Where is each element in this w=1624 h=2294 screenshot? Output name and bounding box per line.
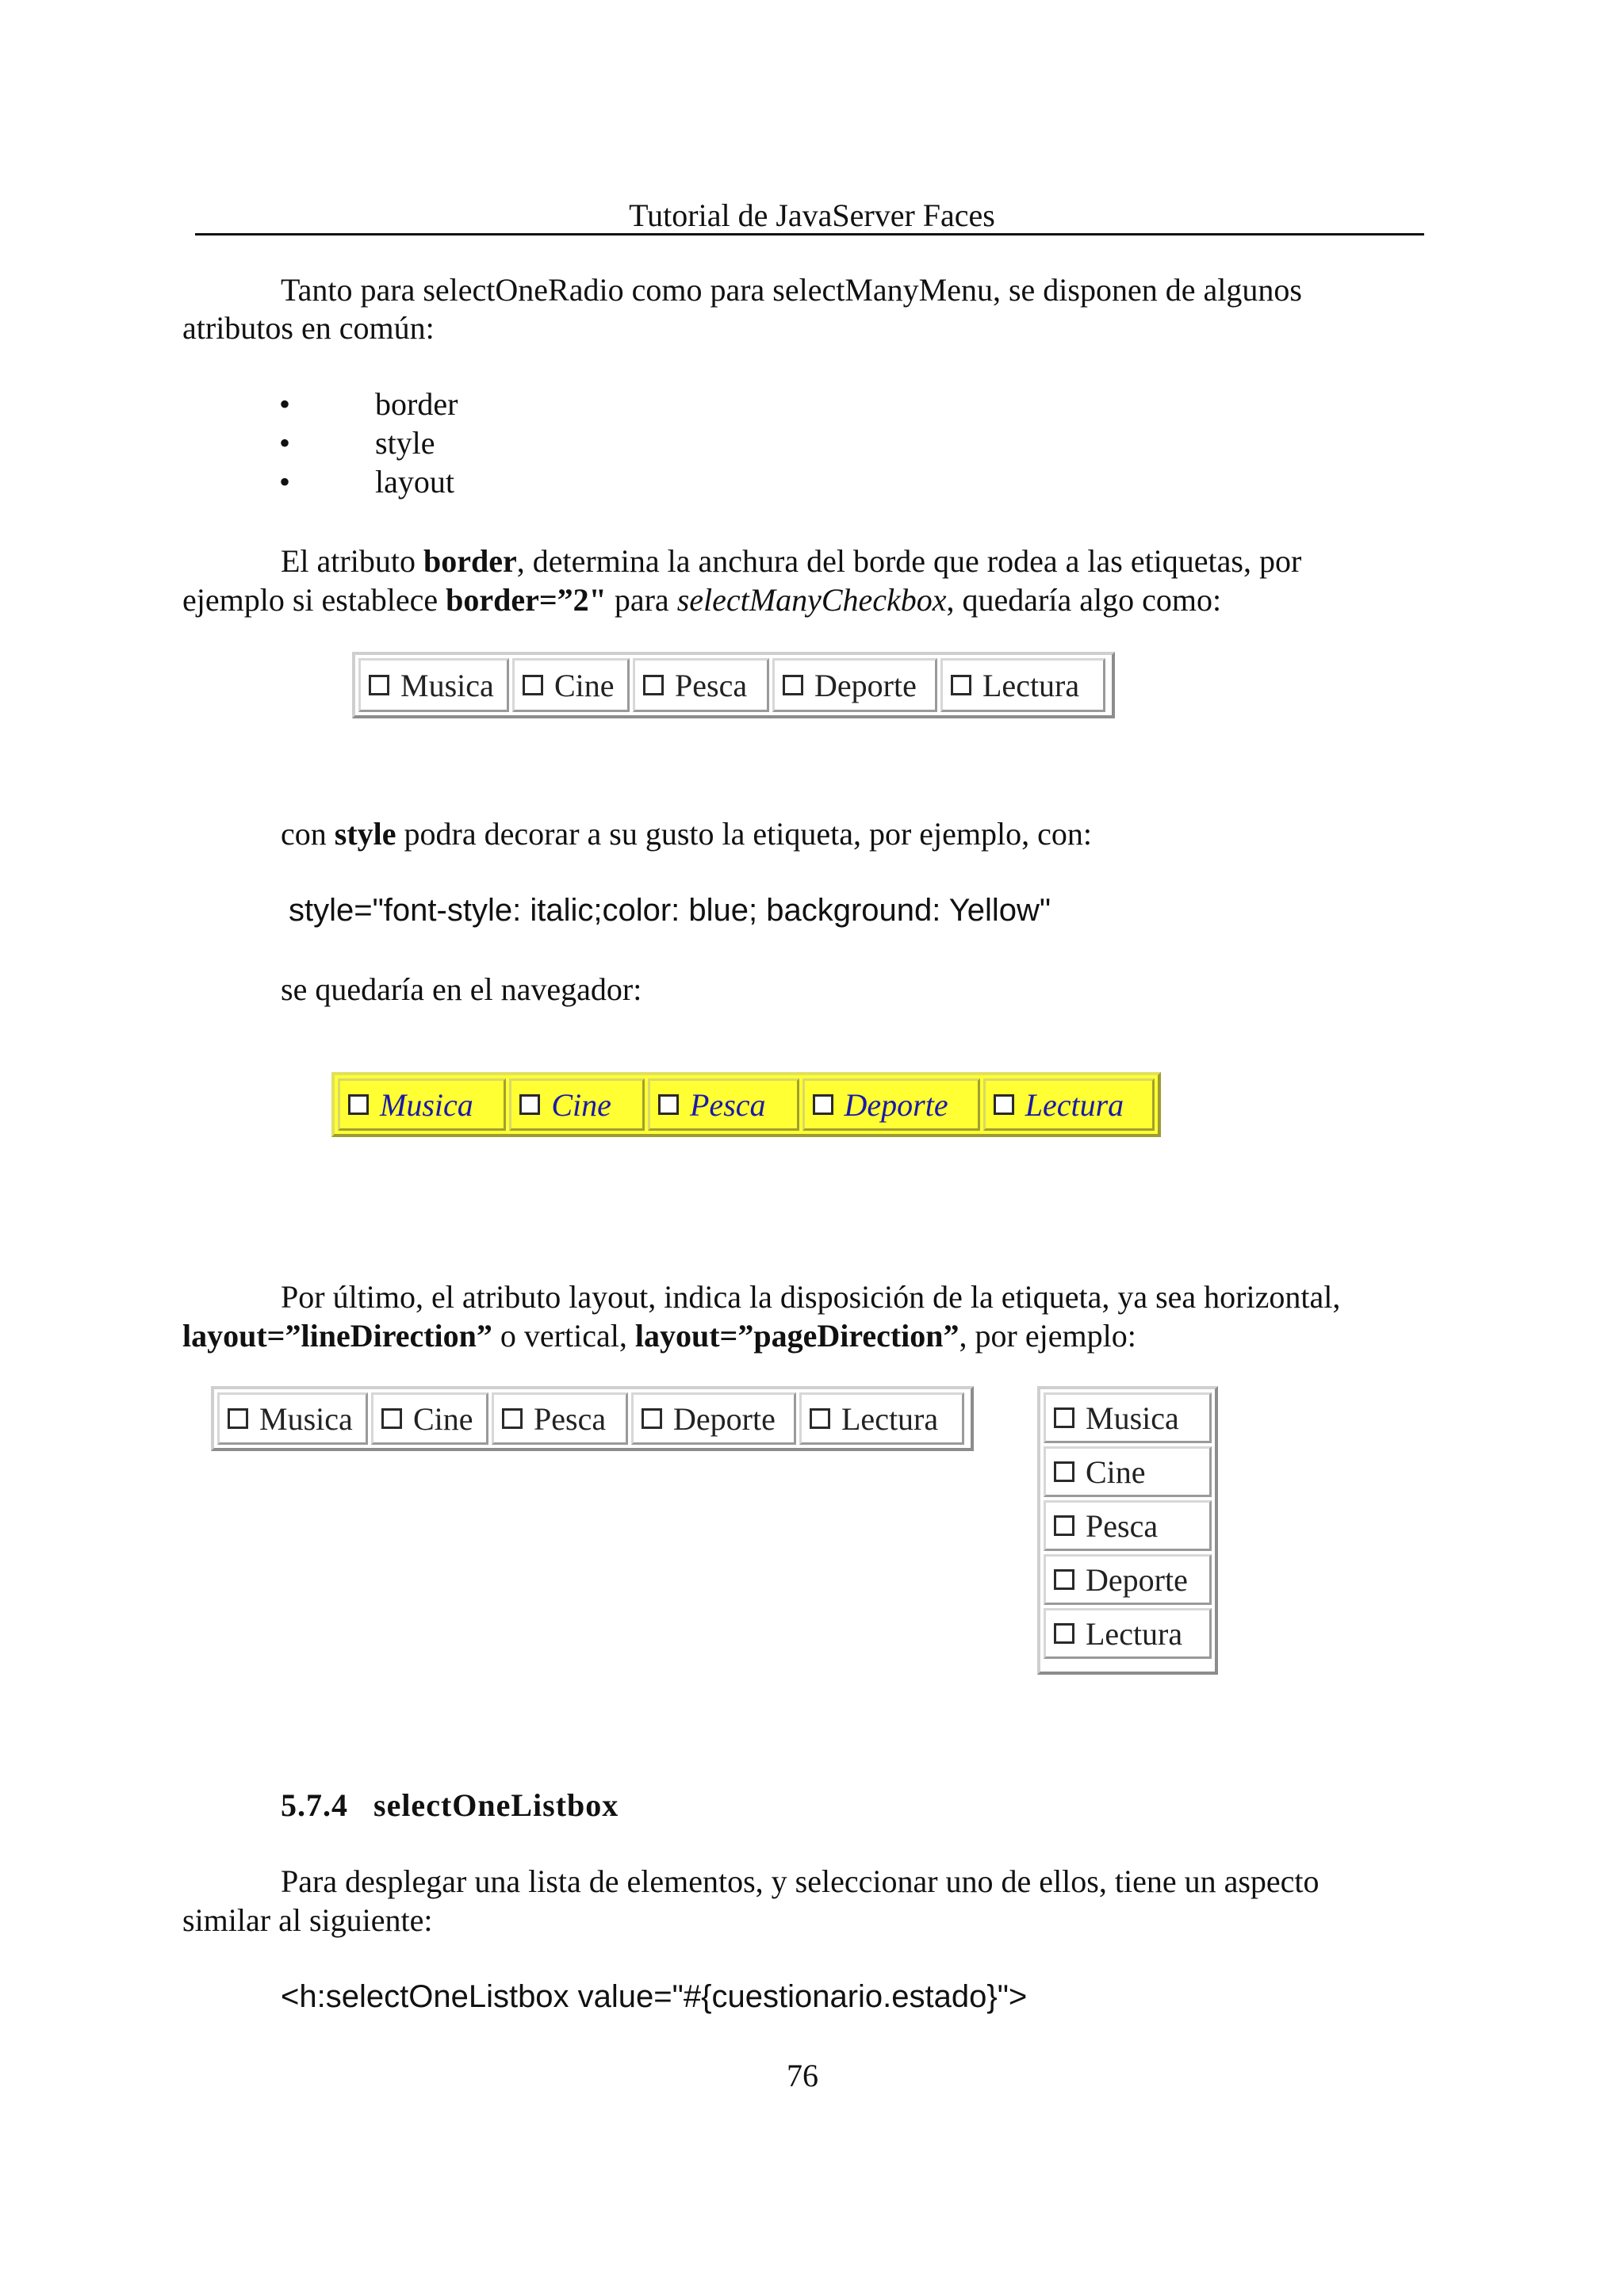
checkbox-icon[interactable] xyxy=(348,1094,369,1115)
text: o vertical, xyxy=(492,1318,635,1354)
checkbox-option[interactable] xyxy=(633,658,769,712)
checkbox-icon[interactable] xyxy=(951,675,971,695)
checkbox-group-vertical-example xyxy=(1037,1386,1218,1675)
section-number: 5.7.4 xyxy=(281,1787,348,1823)
listbox-para-line-2: similar al siguiente: xyxy=(182,1902,433,1938)
checkbox-label: Cine xyxy=(1086,1453,1146,1490)
intro-line-2: atributos en común: xyxy=(182,310,435,346)
checkbox-option[interactable] xyxy=(983,1078,1155,1131)
checkbox-icon[interactable] xyxy=(810,1408,830,1429)
checkbox-icon[interactable] xyxy=(519,1094,540,1115)
checkbox-icon[interactable] xyxy=(783,675,803,695)
checkbox-option[interactable] xyxy=(509,1078,645,1131)
keyword-linedirection: layout=”lineDirection” xyxy=(182,1318,492,1354)
list-item-style: style xyxy=(375,425,435,461)
checkbox-icon[interactable] xyxy=(643,675,664,695)
bullet: • xyxy=(279,425,291,461)
checkbox-option[interactable] xyxy=(338,1078,506,1131)
checkbox-label: Musica xyxy=(400,667,494,703)
listbox-code: <h:selectOneListbox value="#{cuestionario.estado}"> xyxy=(281,1979,1028,2014)
checkbox-option[interactable] xyxy=(512,658,630,712)
checkbox-option[interactable] xyxy=(940,658,1105,712)
style-code: style="font-style: italic;color: blue; background: Yellow" xyxy=(289,893,1051,928)
checkbox-label: Lectura xyxy=(1025,1086,1124,1123)
border-para-line-1 xyxy=(281,542,1301,580)
checkbox-icon[interactable] xyxy=(1054,1461,1074,1482)
checkbox-icon[interactable] xyxy=(658,1094,679,1115)
running-header: Tutorial de JavaServer Faces xyxy=(629,197,995,233)
checkbox-option[interactable] xyxy=(217,1392,368,1445)
checkbox-option[interactable] xyxy=(772,658,937,712)
checkbox-label: Cine xyxy=(413,1400,473,1437)
checkbox-option[interactable] xyxy=(358,658,509,712)
text: ejemplo si establece xyxy=(182,582,446,618)
checkbox-group-horizontal-example xyxy=(211,1386,974,1451)
checkbox-option[interactable] xyxy=(1044,1608,1212,1659)
section-title: selectOneListbox xyxy=(373,1787,619,1823)
checkbox-icon[interactable] xyxy=(642,1408,662,1429)
checkbox-icon[interactable] xyxy=(381,1408,402,1429)
checkbox-label: Pesca xyxy=(690,1086,766,1123)
text: , quedaría algo como: xyxy=(946,582,1222,618)
checkbox-label: Deporte xyxy=(844,1086,948,1123)
keyword-style: style xyxy=(334,816,396,852)
checkbox-label: Musica xyxy=(380,1086,473,1123)
intro-line-1: Tanto para selectOneRadio como para selectManyMenu, se disponen de algunos xyxy=(281,272,1302,308)
checkbox-label: Lectura xyxy=(982,667,1080,703)
border-para-line-2 xyxy=(182,581,1221,619)
listbox-para-line-1: Para desplegar una lista de elementos, y seleccionar uno de ellos, tiene un aspecto xyxy=(281,1863,1320,1899)
checkbox-icon[interactable] xyxy=(1054,1407,1074,1428)
header-rule xyxy=(195,233,1424,236)
checkbox-group-styled-example xyxy=(331,1072,1161,1137)
checkbox-icon[interactable] xyxy=(523,675,543,695)
checkbox-label: Pesca xyxy=(1086,1507,1159,1544)
checkbox-icon[interactable] xyxy=(1054,1569,1074,1590)
checkbox-icon[interactable] xyxy=(1054,1515,1074,1536)
checkbox-option[interactable] xyxy=(492,1392,628,1445)
checkbox-option[interactable] xyxy=(1044,1392,1212,1443)
checkbox-option[interactable] xyxy=(1044,1446,1212,1497)
checkbox-label: Musica xyxy=(1086,1400,1179,1436)
list-item-border: border xyxy=(375,386,458,422)
checkbox-icon[interactable] xyxy=(228,1408,248,1429)
checkbox-label: Lectura xyxy=(1086,1615,1183,1652)
list-item-layout: layout xyxy=(375,464,454,500)
checkbox-option[interactable] xyxy=(631,1392,796,1445)
checkbox-label: Musica xyxy=(259,1400,353,1437)
checkbox-option[interactable] xyxy=(371,1392,488,1445)
text: , por ejemplo: xyxy=(959,1318,1136,1354)
bullet: • xyxy=(279,464,291,500)
checkbox-icon[interactable] xyxy=(502,1408,523,1429)
page-number: 76 xyxy=(787,2058,818,2093)
checkbox-icon[interactable] xyxy=(813,1094,833,1115)
layout-para-line-2 xyxy=(182,1317,1136,1355)
keyword-border: border xyxy=(423,543,517,579)
checkbox-option[interactable] xyxy=(802,1078,980,1131)
checkbox-label: Pesca xyxy=(675,667,748,703)
checkbox-group-border-example xyxy=(352,652,1115,718)
text: para xyxy=(606,582,677,618)
checkbox-label: Pesca xyxy=(534,1400,607,1437)
checkbox-label: Deporte xyxy=(814,667,917,703)
style-after: se quedaría en el navegador: xyxy=(281,971,642,1007)
checkbox-icon[interactable] xyxy=(994,1094,1014,1115)
checkbox-label: Cine xyxy=(551,1086,611,1123)
checkbox-option[interactable] xyxy=(799,1392,964,1445)
checkbox-option[interactable] xyxy=(648,1078,799,1131)
checkbox-label: Deporte xyxy=(1086,1561,1188,1598)
style-para xyxy=(281,815,1092,853)
layout-para-line-1: Por último, el atributo layout, indica la disposición de la etiqueta, ya sea horizontal, xyxy=(281,1279,1341,1315)
text: , determina la anchura del borde que rodea a las etiquetas, por xyxy=(516,543,1302,579)
text: El atributo xyxy=(281,543,423,579)
checkbox-label: Cine xyxy=(554,667,615,703)
checkbox-option[interactable] xyxy=(1044,1554,1212,1605)
checkbox-label: Deporte xyxy=(673,1400,776,1437)
text: con xyxy=(281,816,335,852)
text: podra decorar a su gusto la etiqueta, por ejemplo, con: xyxy=(396,816,1093,852)
checkbox-label: Lectura xyxy=(841,1400,939,1437)
section-heading xyxy=(281,1787,619,1825)
checkbox-icon[interactable] xyxy=(369,675,389,695)
keyword-pagedirection: layout=”pageDirection” xyxy=(634,1318,959,1354)
keyword-selectmanycheckbox: selectManyCheckbox xyxy=(676,582,947,618)
checkbox-option[interactable] xyxy=(1044,1500,1212,1551)
checkbox-icon[interactable] xyxy=(1054,1623,1074,1644)
keyword-border-2: border=”2" xyxy=(446,582,607,618)
bullet: • xyxy=(279,386,291,422)
